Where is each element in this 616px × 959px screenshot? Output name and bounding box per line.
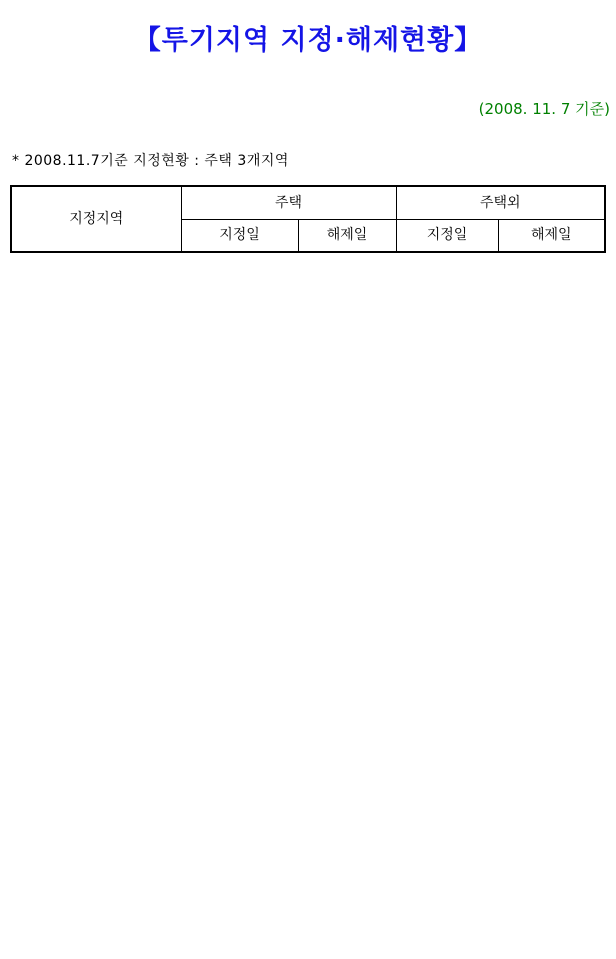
header-non-housing-designate: 지정일 bbox=[396, 219, 498, 252]
status-note: * 2008.11.7기준 지정현황 : 주택 3개지역 bbox=[12, 153, 289, 169]
header-housing-designate: 지정일 bbox=[181, 219, 298, 252]
basis-date: (2008. 11. 7 기준) bbox=[478, 100, 610, 118]
speculation-zone-table bbox=[10, 185, 606, 253]
header-non-housing-release: 해제일 bbox=[498, 219, 605, 252]
page-title: 【투기지역 지정·해제현황】 bbox=[133, 25, 483, 56]
header-housing: 주택 bbox=[181, 186, 396, 219]
header-region: 지정지역 bbox=[11, 186, 181, 252]
header-non-housing: 주택외 bbox=[396, 186, 605, 219]
header-housing-release: 해제일 bbox=[298, 219, 396, 252]
